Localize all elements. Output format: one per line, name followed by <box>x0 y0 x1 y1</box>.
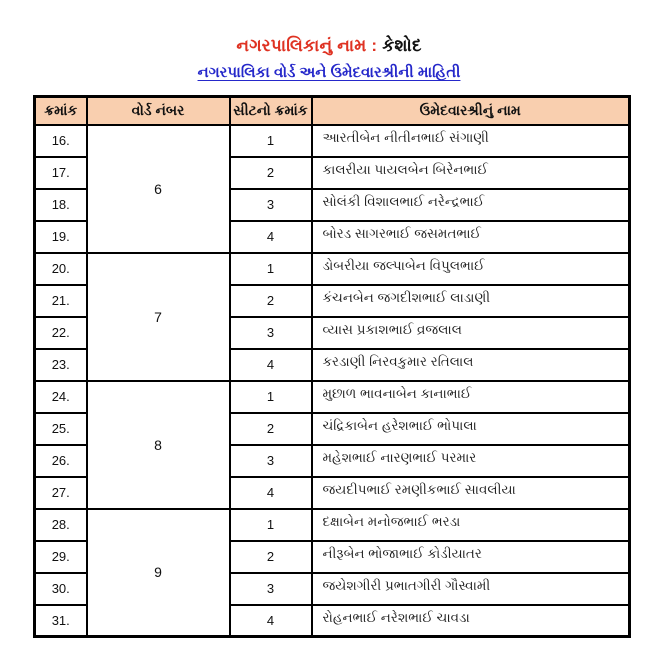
candidate-name-cell: નીરૂબેન ભોજાભાઈ કોડીયાતર <box>312 541 630 573</box>
seat-cell: 3 <box>230 189 312 221</box>
municipality-name-value: કેશોદ <box>382 36 422 55</box>
candidate-name-cell: મુછાળ ભાવનાબેન કાનાભાઈ <box>312 381 630 413</box>
table-row <box>35 125 630 157</box>
header-ward-number: વોર્ડ નંબર <box>87 97 230 125</box>
ward-number-cell: 9 <box>87 509 230 637</box>
table-row <box>35 253 630 285</box>
page-title <box>0 36 658 56</box>
candidate-name-cell: મહેશભાઈ નારણભાઈ પરમાર <box>312 445 630 477</box>
serial-cell: 21. <box>35 285 87 317</box>
serial-cell: 20. <box>35 253 87 285</box>
candidate-name-cell: બોરડ સાગરભાઈ જસમતભાઈ <box>312 221 630 253</box>
seat-cell: 4 <box>230 477 312 509</box>
seat-cell: 3 <box>230 573 312 605</box>
ward-number-cell: 6 <box>87 125 230 253</box>
seat-cell: 3 <box>230 317 312 349</box>
seat-cell: 2 <box>230 413 312 445</box>
candidate-name-cell: કંચનબેન જગદીશભાઈ લાડાણી <box>312 285 630 317</box>
serial-cell: 18. <box>35 189 87 221</box>
serial-cell: 23. <box>35 349 87 381</box>
serial-cell: 24. <box>35 381 87 413</box>
serial-cell: 31. <box>35 605 87 637</box>
candidate-name-cell: સોલંકી વિશાલભાઈ નરેન્દ્રભાઈ <box>312 189 630 221</box>
serial-cell: 22. <box>35 317 87 349</box>
seat-cell: 2 <box>230 157 312 189</box>
serial-cell: 25. <box>35 413 87 445</box>
candidate-name-cell: વ્યાસ પ્રકાશભાઈ વ્રજલાલ <box>312 317 630 349</box>
seat-cell: 3 <box>230 445 312 477</box>
seat-cell: 1 <box>230 125 312 157</box>
serial-cell: 16. <box>35 125 87 157</box>
candidate-name-cell: રોહનભાઈ નરેશભાઈ ચાવડા <box>312 605 630 637</box>
candidate-name-cell: જયદીપભાઈ રમણીકભાઈ સાવલીયા <box>312 477 630 509</box>
candidate-name-cell: કરડાણી નિરવકુમાર રતિલાલ <box>312 349 630 381</box>
seat-cell: 2 <box>230 541 312 573</box>
candidate-name-cell: કાલરીયા પાયલબેન બિરેનભાઈ <box>312 157 630 189</box>
serial-cell: 30. <box>35 573 87 605</box>
candidates-table <box>33 95 631 638</box>
serial-cell: 27. <box>35 477 87 509</box>
ward-number-cell: 8 <box>87 381 230 509</box>
seat-cell: 1 <box>230 253 312 285</box>
seat-cell: 2 <box>230 285 312 317</box>
candidate-name-cell: ડોબરીયા જલ્પાબેન વિપુલભાઈ <box>312 253 630 285</box>
serial-cell: 29. <box>35 541 87 573</box>
serial-cell: 28. <box>35 509 87 541</box>
candidate-name-cell: જયેશગીરી પ્રભાતગીરી ગૌસ્વામી <box>312 573 630 605</box>
serial-cell: 19. <box>35 221 87 253</box>
table-row <box>35 381 630 413</box>
table-header-row <box>35 97 630 125</box>
candidate-name-cell: ચંદ્રિકાબેન હરેશભાઈ ભોપાલા <box>312 413 630 445</box>
header-candidate-name: ઉમેદવારશ્રીનું નામ <box>312 97 630 125</box>
seat-cell: 1 <box>230 381 312 413</box>
serial-cell: 26. <box>35 445 87 477</box>
header-seat-number: સીટનો ક્રમાંક <box>230 97 312 125</box>
table-row <box>35 509 630 541</box>
seat-cell: 4 <box>230 221 312 253</box>
seat-cell: 4 <box>230 605 312 637</box>
seat-cell: 1 <box>230 509 312 541</box>
header-serial: ક્રમાંક <box>35 97 87 125</box>
candidate-name-cell: દક્ષાબેન મનોજભાઈ ભરડા <box>312 509 630 541</box>
seat-cell: 4 <box>230 349 312 381</box>
candidate-name-cell: આરતીબેન નીતીનભાઈ સંગાણી <box>312 125 630 157</box>
page-subtitle: નગરપાલિકા વોર્ડ અને ઉમેદવારશ્રીની માહિતી <box>197 64 461 81</box>
municipality-name-label: નગરપાલિકાનું નામ : <box>236 36 378 55</box>
serial-cell: 17. <box>35 157 87 189</box>
ward-number-cell: 7 <box>87 253 230 381</box>
